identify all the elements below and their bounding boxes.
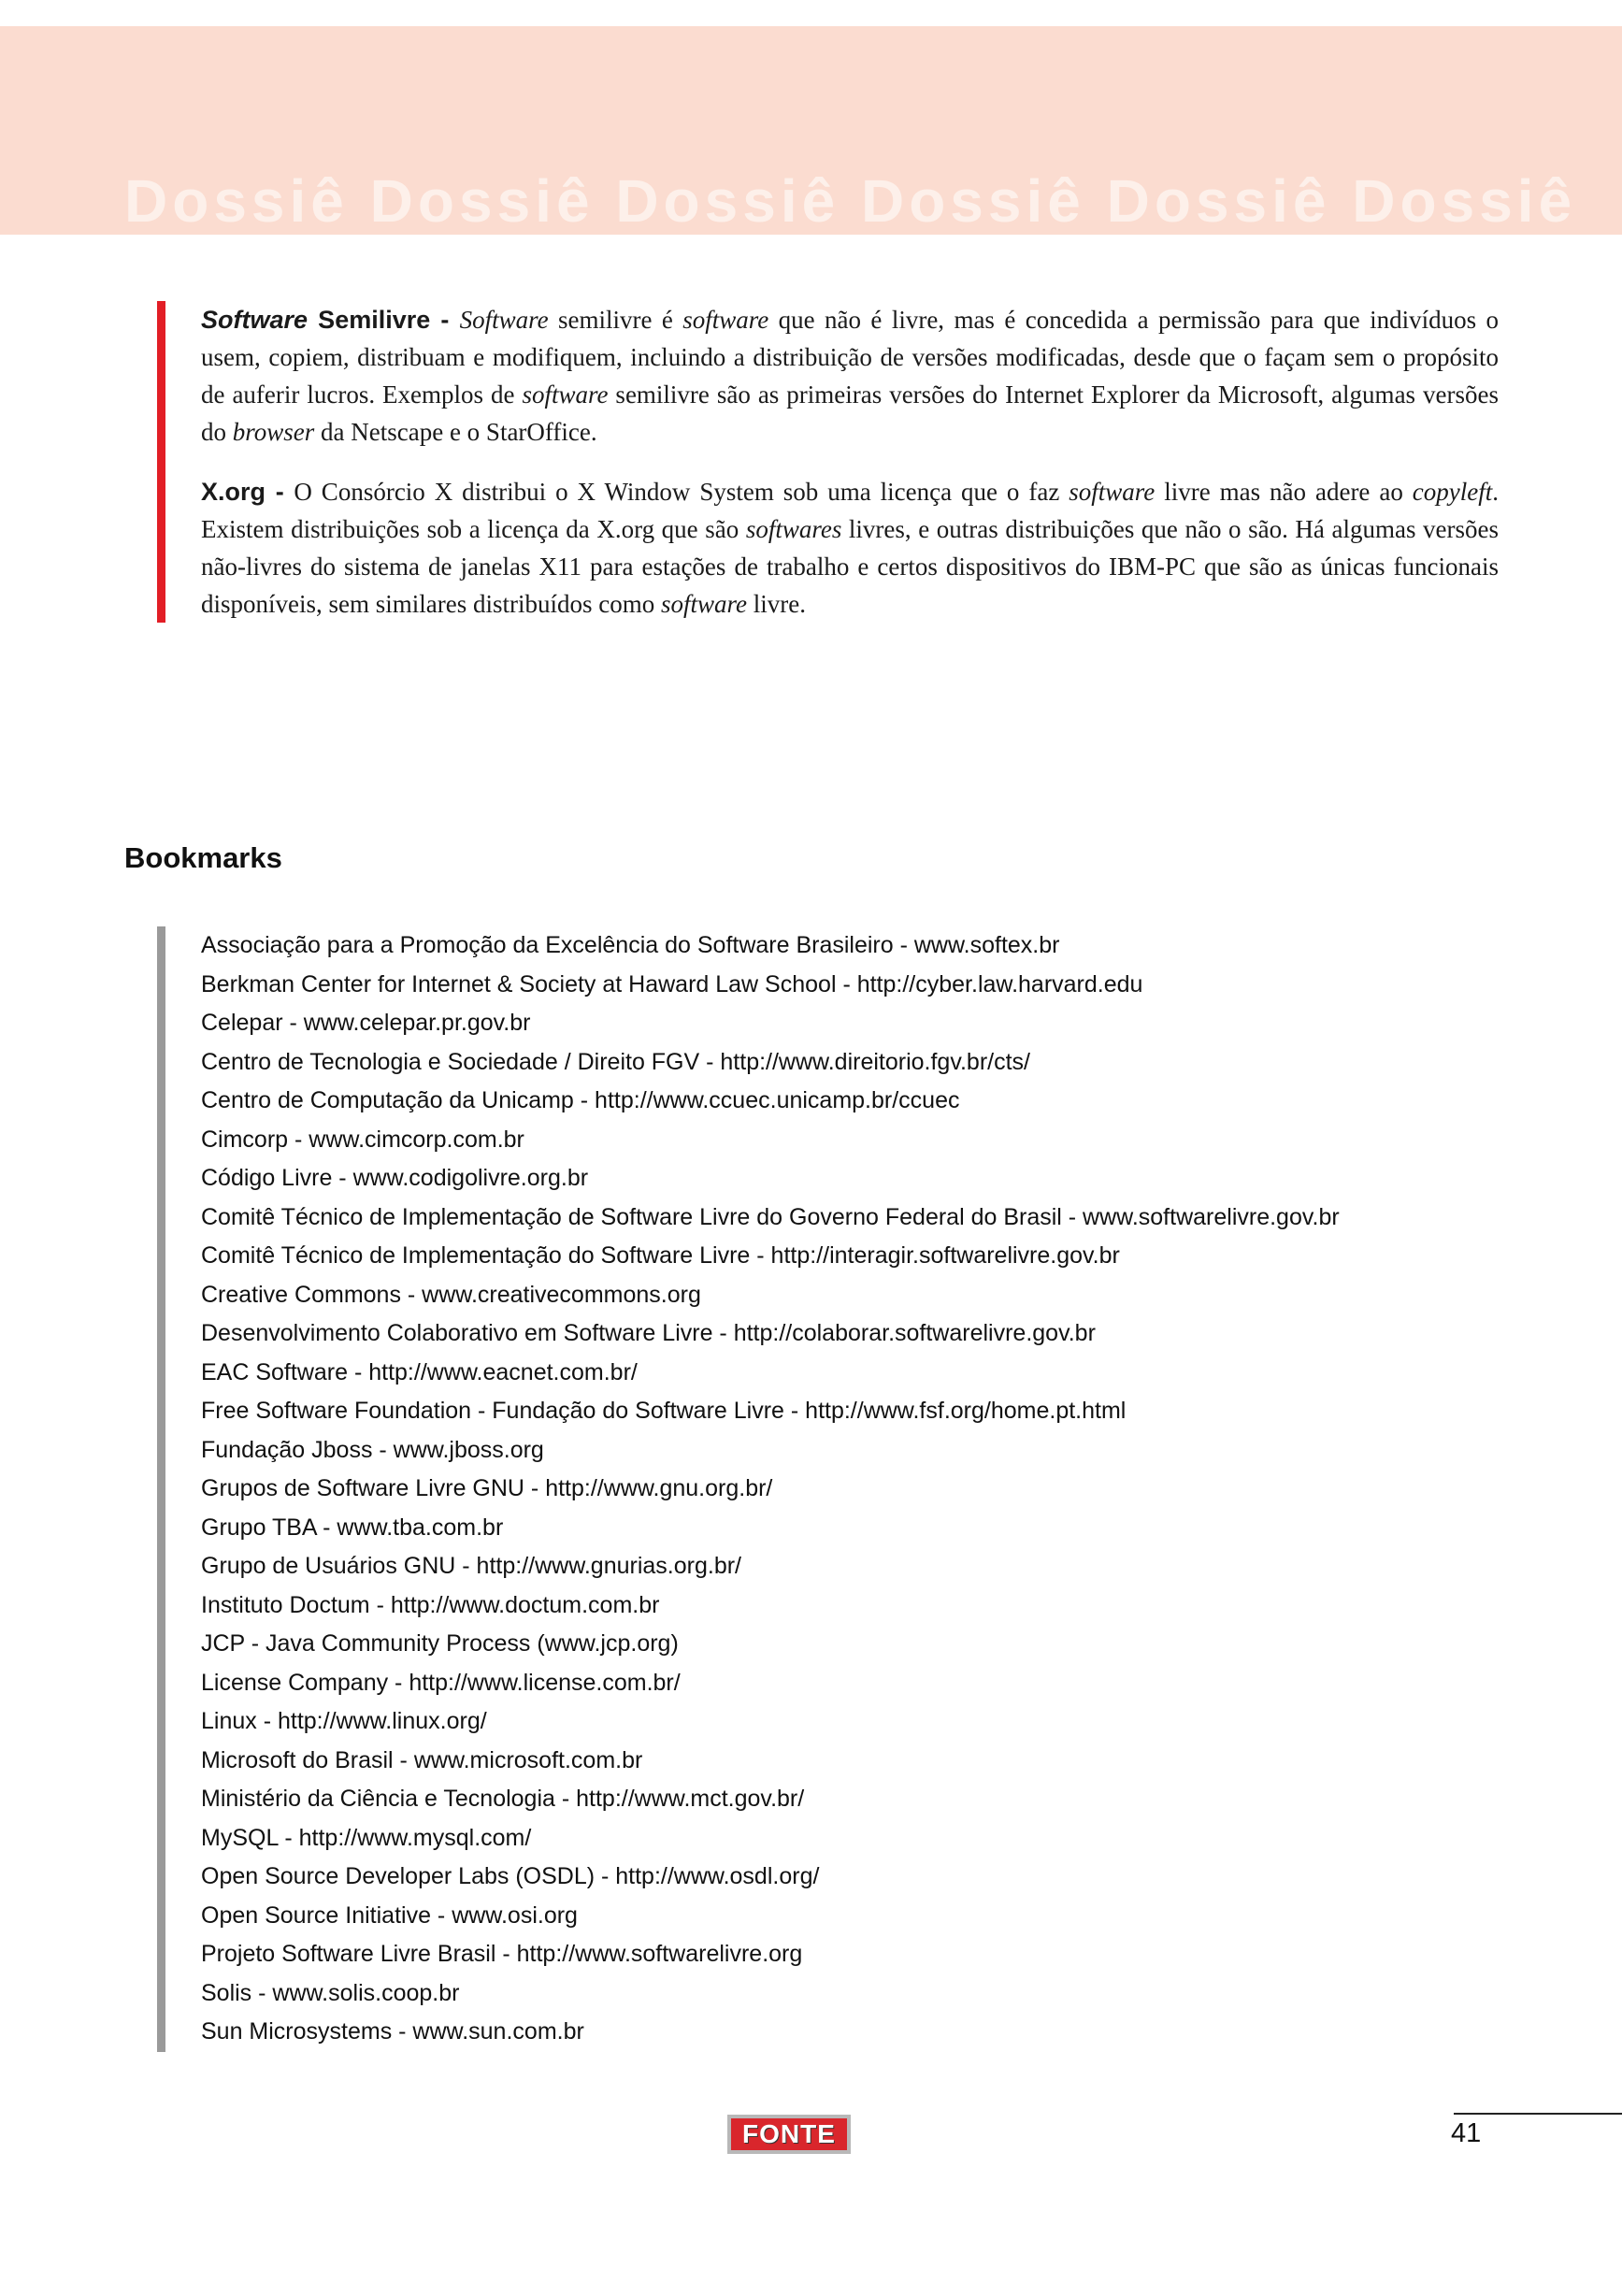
bookmarks-title: Bookmarks bbox=[124, 841, 282, 874]
definition-fragment: software bbox=[660, 590, 747, 618]
definition-fragment: livres, e outras distribuições que não o são. Há algumas versões não-livres do sistema de janelas X11 para estações de trabalho e certos dispositivos do IBM-PC que são as únicas funcionais disponíveis, sem similares distribuídos como bbox=[201, 515, 1500, 618]
definition-fragment: livre mas não adere ao bbox=[1155, 478, 1413, 506]
bookmark-item: Cimcorp - www.cimcorp.com.br bbox=[201, 1126, 524, 1153]
bookmark-item: Grupo de Usuários GNU - http://www.gnurias.org.br/ bbox=[201, 1553, 742, 1579]
bookmark-item: Ministério da Ciência e Tecnologia - http://www.mct.gov.br/ bbox=[201, 1786, 805, 1812]
bookmark-item: Grupo TBA - www.tba.com.br bbox=[201, 1514, 504, 1541]
bookmark-item: Open Source Initiative - www.osi.org bbox=[201, 1901, 578, 1929]
glossary-term bbox=[201, 478, 294, 506]
definition-fragment: O Consórcio X distribui o X Window System sob uma licença que o faz bbox=[294, 478, 1069, 506]
definition-fragment: copyleft bbox=[1412, 478, 1493, 506]
definition-fragment: software bbox=[522, 380, 609, 409]
definition-fragment: software bbox=[1069, 478, 1155, 506]
definition-fragment: semilivre é bbox=[548, 306, 683, 334]
bookmark-item: Código Livre - www.codigolivre.org.br bbox=[201, 1165, 589, 1191]
bookmark-item: Microsoft do Brasil - www.microsoft.com.br bbox=[201, 1746, 643, 1773]
definition-fragment: livre. bbox=[747, 590, 806, 618]
header-banner bbox=[0, 26, 1622, 235]
definition-fragment: . Existem distribuições sob a licença da X.org que são bbox=[201, 478, 1499, 543]
bookmark-item: Solis - www.solis.coop.br bbox=[201, 1979, 460, 2006]
bookmark-item: Associação para a Promoção da Excelência do Software Brasileiro - www.softex.br bbox=[201, 932, 1060, 958]
glossary-entry bbox=[201, 301, 1499, 451]
definition-fragment: que não é livre, mas é concedida a permissão para que indivíduos o usem, copiem, distribuam e modifiquem, incluindo a distribuição de versões modificadas, desde que o façam sem o propósito de auferir lucros. Exemplos de bbox=[201, 306, 1499, 409]
bookmark-item: License Company - http://www.license.com.br/ bbox=[201, 1669, 681, 1696]
fonte-logo bbox=[727, 2115, 851, 2154]
bookmark-item: Open Source Developer Labs (OSDL) - http://www.osdl.org/ bbox=[201, 1863, 820, 1889]
definition-fragment: da Netscape e o StarOffice. bbox=[314, 418, 597, 446]
page-number-rule bbox=[1454, 2113, 1622, 2115]
glossary-term-italic: Software bbox=[201, 306, 309, 334]
bookmark-item: Instituto Doctum - http://www.doctum.com.br bbox=[201, 1591, 660, 1618]
bookmark-item: JCP - Java Community Process (www.jcp.org) bbox=[201, 1630, 679, 1657]
definition-fragment: semilivre são as primeiras versões do Internet Explorer da Microsoft, algumas versões do bbox=[201, 380, 1499, 446]
fonte-logo-text: FONTE bbox=[742, 2119, 836, 2148]
bookmark-item: MySQL - http://www.mysql.com/ bbox=[201, 1824, 532, 1851]
bookmark-item: EAC Software - http://www.eacnet.com.br/ bbox=[201, 1358, 638, 1385]
bookmark-item: Comitê Técnico de Implementação de Software Livre do Governo Federal do Brasil - www.softwarelivre.gov.br bbox=[201, 1203, 1340, 1230]
bookmark-item: Free Software Foundation - Fundação do Software Livre - http://www.fsf.org/home.pt.html bbox=[201, 1398, 1127, 1424]
bookmark-item: Centro de Computação da Unicamp - http://www.ccuec.unicamp.br/ccuec bbox=[201, 1087, 960, 1113]
bookmark-item: Centro de Tecnologia e Sociedade / Direito FGV - http://www.direitorio.fgv.br/cts/ bbox=[201, 1048, 1030, 1075]
bookmark-item: Linux - http://www.linux.org/ bbox=[201, 1708, 487, 1734]
bookmark-item: Comitê Técnico de Implementação do Software Livre - http://interagir.softwarelivre.gov.br bbox=[201, 1242, 1120, 1269]
definition-fragment: softwares bbox=[745, 515, 842, 543]
bookmark-item: Celepar - www.celepar.pr.gov.br bbox=[201, 1010, 531, 1036]
bookmark-item: Projeto Software Livre Brasil - http://www.softwarelivre.org bbox=[201, 1941, 803, 1967]
bookmark-item: Creative Commons - www.creativecommons.org bbox=[201, 1281, 701, 1308]
glossary-entry bbox=[201, 473, 1499, 623]
bookmark-item: Grupos de Software Livre GNU - http://www.gnu.org.br/ bbox=[201, 1475, 773, 1501]
glossary-term-rest: Semilivre - bbox=[308, 306, 460, 334]
bookmark-item: Fundação Jboss - www.jboss.org bbox=[201, 1436, 544, 1463]
bookmark-item: Sun Microsystems - www.sun.com.br bbox=[201, 2018, 584, 2045]
glossary-section bbox=[157, 301, 1499, 623]
definition-fragment: browser bbox=[232, 418, 315, 446]
page-number: 41 bbox=[1451, 2118, 1482, 2148]
glossary-definition bbox=[201, 478, 1499, 618]
bookmark-item: Desenvolvimento Colaborativo em Software Livre - http://colaborar.softwarelivre.gov.br bbox=[201, 1320, 1096, 1346]
bookmark-item: Berkman Center for Internet & Society at Haward Law School - http://cyber.law.harvard.edu bbox=[201, 970, 1143, 997]
definition-fragment: software bbox=[682, 306, 769, 334]
glossary-term-rest: X.org - bbox=[201, 478, 294, 506]
glossary-term bbox=[201, 306, 460, 334]
bookmarks-list bbox=[157, 926, 1510, 2052]
banner-watermark-text: Dossiê Dossiê Dossiê Dossiê Dossiê Dossiê bbox=[124, 167, 1577, 235]
definition-fragment: Software bbox=[459, 306, 549, 334]
